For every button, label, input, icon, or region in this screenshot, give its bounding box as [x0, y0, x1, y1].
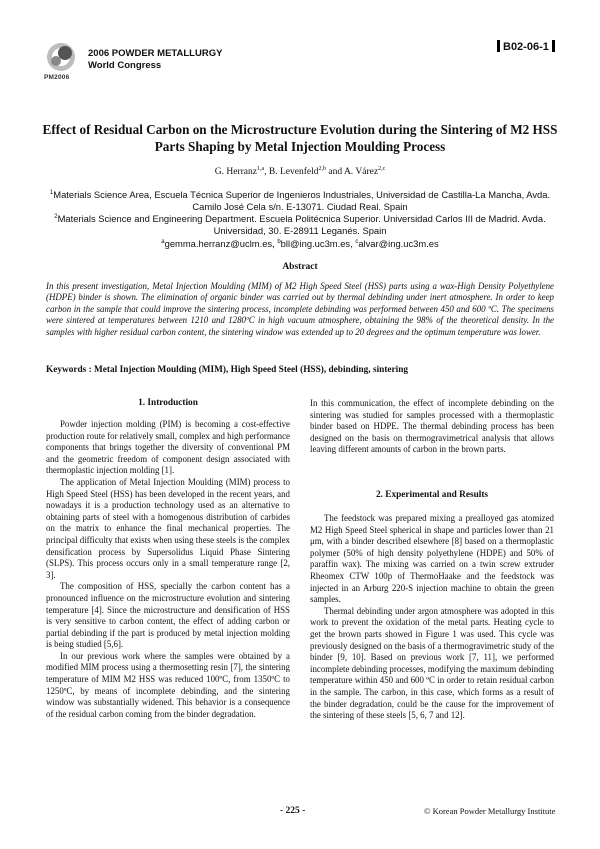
email-sup: b: [277, 238, 281, 245]
logo-text: PM2006: [44, 74, 70, 81]
author-sup: 2,b: [318, 166, 326, 172]
affiliation-sup: 1: [49, 190, 54, 196]
page-number: - 225 -: [280, 806, 306, 816]
author-name: G. Herranz: [214, 167, 257, 178]
affiliation-1: [44, 188, 556, 212]
emails: [44, 237, 556, 250]
right-column-intro: [310, 398, 554, 456]
affiliation-sup: 2: [54, 214, 58, 221]
paper-code: [494, 40, 558, 53]
authors: [40, 166, 560, 177]
email-link[interactable]: bll@ing.uc3m.es,: [280, 237, 356, 249]
abstract-heading: Abstract: [282, 262, 318, 272]
affiliation-text: Materials Science Area, Escuela Técnica Superior de Ingenieros Industriales, Universidad de Castilla-La Mancha, Avda. Camilo José Cela s/n. E-13071. Ciudad Real. Spain: [53, 189, 551, 212]
paragraph: Thermal debinding under argon atmosphere was adopted in this work to prevent the oxidation of the metal parts. Heating cycle to get the brown parts showed in Figure 1 was used. This cycle was previously designed on the basis of a thermogravimetric study of the binder [9, 10]. Based on previous work [7, 11], we performed incomplete debinding processes, modifying the maximum debinding temperature within 450 and 600 ºC in order to retain residual carbon in the sample. The carbon, in this case, which forms as a result of the binder degradation, could be the cause for the improvement of the sintering of these steels [5, 6, 7 and 12].: [310, 605, 554, 721]
paragraph: In this communication, the effect of incomplete debinding on the sintering was studied for samples processed with a thermoplastic binder based on HDPE. The thermal debinding process has been designed on the basis on thermogravimetrical analysis that allows leaving different amounts of carbon in the brown parts.: [310, 398, 554, 455]
author-sup: 2,c: [378, 166, 386, 172]
paper-title: Effect of Residual Carbon on the Microstructure Evolution during the Sintering of M2 HSS Parts Shaping by Metal Injection Moulding Process: [42, 122, 558, 154]
author-name: B. Levenfeld: [268, 167, 319, 178]
left-column: [46, 419, 290, 720]
section-heading-introduction: 1. Introduction: [138, 398, 198, 408]
section-heading-experimental: 2. Experimental and Results: [375, 490, 489, 500]
copyright: © Korean Powder Metallurgy Institute: [424, 806, 556, 816]
email-sup: a: [161, 238, 165, 245]
email-link[interactable]: gemma.herranz@uclm.es,: [164, 237, 278, 249]
author-sep: ,: [264, 167, 269, 178]
affiliation-text: Materials Science and Engineering Department. Escuela Politécnica Superior. Universidad Carlos III de Madrid. Avda. Universidad, 30. E-28911 Leganés. Spain: [57, 213, 546, 237]
affiliation-2: [44, 212, 556, 236]
author-sep: and: [325, 167, 344, 178]
paragraph: The composition of HSS, specially the carbon content has a pronounced influence on the microstructure evolution and sintering temperature [4]. Since the microstructure and densification of HSS is very sensitive to carbon content, the effect of adding carbon or partial debinding if the part is produced by metal injection molding is being studied [5,6].: [46, 581, 290, 650]
paragraph: In our previous work where the samples were obtained by a modified MIM process using a thermosetting resin [7], the sintering temperature of MIM M2 HSS was reduced 100ºC, from 1350ºC to 1250ºC, by means of incomplete debinding, and the sintering window was substantially widened. This behavior is a consequence of the residual carbon coming from the binder degradation.: [46, 650, 290, 719]
pm2006-logo-icon: [44, 42, 78, 78]
abstract-text: In this present investigation, Metal Injection Moulding (MIM) of M2 High Speed Steel (HSS) parts using a wax-High Density Polyethylene (HDPE) binder is shown. The elimination of organic binder was carried out by thermal debinding under inert atmosphere. In order to keep carbon in the sample that could improve the sintering process, incomplete debinding was performed between 450 and 600 ºC. The specimens were sintered at temperatures between 1210 and 1280ºC in high vacuum atmosphere, obtaining the 98% of the theoretical density. In the samples with higher residual carbon content, the sintering window was extended up to 20 degrees and the optimum temperature was lower.: [46, 281, 554, 337]
author-name: A. Várez: [343, 167, 379, 178]
keywords: Keywords : Metal Injection Moulding (MIM), High Speed Steel (HSS), debinding, sintering: [46, 365, 409, 375]
paragraph: The feedstock was prepared mixing a prealloyed gas atomized M2 High Speed Steel spherical in shape and particles lower than 21 μm, with a binder described elsewhere [8] based on a thermoplastic polymer (50% of high density polyethylene (HDPE) and 50% of paraffin wax). The mixing was carried on a twin screw extruder Rheomex CTW 100p of ThermoHaake and the feedstock was injected in an Arburg 220-S injection machine to obtain the green samples.: [310, 513, 554, 605]
right-column: [310, 513, 554, 722]
paragraph: Powder injection molding (PIM) is becoming a cost-effective production route for relatively small, complex and high performance components that brings together the diversity of conventional PM and the geometric freedom of component design associated with thermoplastic injection molding [1].: [46, 419, 290, 476]
paragraph: The application of Metal Injection Moulding (MIM) process to High Speed Steel (HSS) has been developed in the recent years, and nowadays it is a production technology used as an alternative to obtaining parts of steel with a homogenous distribution of carbides on the matrix to enhance the final mechanical properties. The principal difficulty that exists when using these steels is the complex densification process by Supersolidus Liquid Phase Sintering (SLPS). This process occurs only in a small temperature range [2, 3].: [46, 476, 290, 580]
conference-title: 2006 POWDER METALLURGY: [88, 48, 223, 59]
email-sup: c: [355, 238, 359, 245]
affiliations: [44, 188, 556, 249]
email-link[interactable]: alvar@ing.uc3m.es: [358, 237, 439, 249]
conference-subtitle: World Congress: [88, 60, 162, 71]
author-sup: 1,a: [256, 166, 265, 172]
paper-code-text: B02-06-1: [503, 41, 549, 53]
